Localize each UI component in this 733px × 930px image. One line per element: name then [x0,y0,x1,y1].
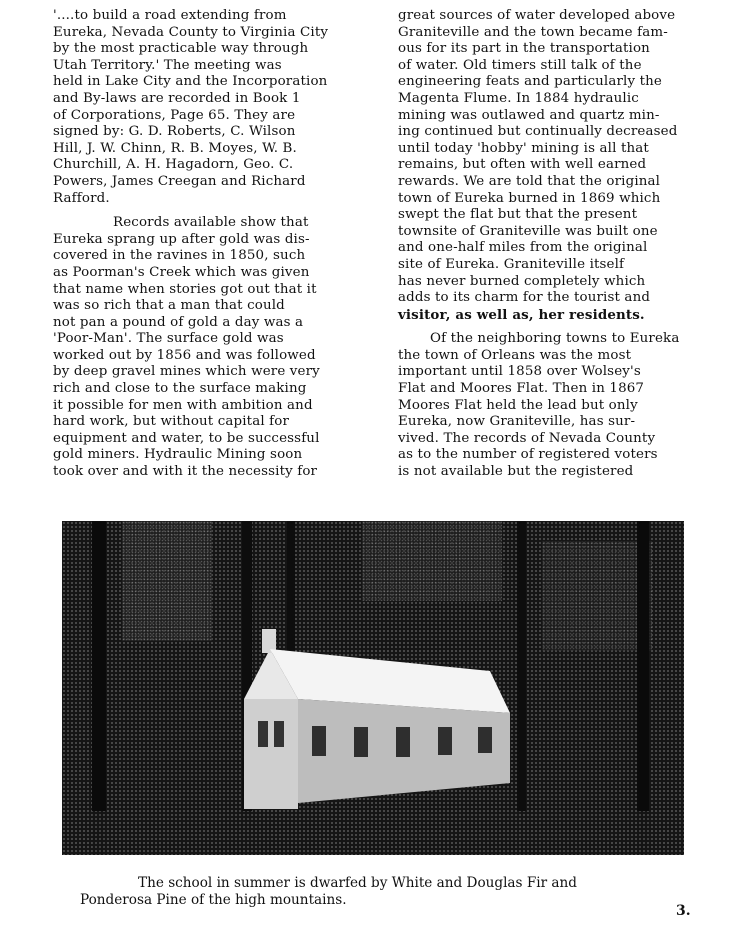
text-line: adds to its charm for the tourist and [398,290,651,306]
text-line: Hill, J. W. Chinn, R. B. Moyes, W. B. [53,140,297,156]
text-line: 'Poor-Man'. The surface gold was [53,331,284,347]
text-line: Rafford. [53,190,110,206]
paragraph-gap [398,323,698,331]
text-line: Utah Territory.' The meeting was [53,57,282,73]
text-line: townsite of Graniteville was built one [398,223,658,239]
text-line: and By-laws are recorded in Book 1 [53,90,301,106]
right-text-column [398,8,698,481]
text-line: Powers, James Creegan and Richard [53,173,306,189]
text-line: town of Eureka burned in 1869 which [398,190,661,206]
text-line: the town of Orleans was the most [398,347,632,363]
text-line: ous for its part in the transportation [398,41,650,57]
text-line: worked out by 1856 and was followed [53,347,316,363]
text-line: covered in the ravines in 1850, such [53,248,306,264]
text-line: of water. Old timers still talk of the [398,57,642,73]
text-line: by deep gravel mines which were very [53,364,320,380]
text-line: Eureka sprang up after gold was dis- [53,231,310,247]
text-line: ing continued but continually decreased [398,124,678,140]
text-line: it possible for men with ambition and [53,397,313,413]
text-line: was so rich that a man that could [53,298,285,314]
text-line: great sources of water developed above [398,8,676,23]
text-line: site of Eureka. Graniteville itself [398,256,625,272]
text-line: vived. The records of Nevada County [398,430,656,446]
text-line: rewards. We are told that the original [398,173,661,189]
text-line: important until 1858 over Wolsey's [398,364,641,380]
text-line: mining was outlawed and quartz min- [398,107,660,123]
text-line: is not available but the registered [398,464,634,480]
text-line: engineering feats and particularly the [398,74,662,90]
text-line: as to the number of registered voters [398,447,658,463]
text-line: by the most practicable way through [53,41,309,57]
text-line: gold miners. Hydraulic Mining soon [53,447,303,463]
photo-caption [80,875,680,909]
page-number: 3. [676,903,691,919]
school-photo [62,521,684,855]
text-line: as Poorman's Creek which was given [53,264,310,280]
text-line: Of the neighboring towns to Eureka [430,331,680,347]
text-line: Eureka, Nevada County to Virginia City [53,24,329,40]
text-line: not pan a pound of gold a day was a [53,314,304,330]
caption-line: The school in summer is dwarfed by White and Douglas Fir and [138,875,577,891]
text-line: visitor, as well as, her residents. [398,306,645,323]
text-line: that name when stories got out that it [53,281,317,297]
text-line: Eureka, now Graniteville, has sur- [398,414,636,430]
left-text-column [53,8,351,481]
text-line: '....to build a road extending from [53,8,287,23]
text-line: Records available show that [113,215,309,231]
text-line: hard work, but without capital for [53,414,290,430]
text-line: Magenta Flume. In 1884 hydraulic [398,90,639,106]
text-line: held in Lake City and the Incorporation [53,74,328,90]
text-line: remains, but often with well earned [398,157,647,173]
text-line: and one-half miles from the original [398,240,648,256]
caption-line: Ponderosa Pine of the high mountains. [80,892,347,908]
text-line: until today 'hobby' mining is all that [398,140,649,156]
paragraph-gap [53,207,351,215]
text-line: swept the flat but that the present [398,207,638,223]
text-line: Churchill, A. H. Hagadorn, Geo. C. [53,157,294,173]
text-line: Graniteville and the town became fam- [398,24,668,40]
text-line: has never burned completely which [398,273,646,289]
text-line: Moores Flat held the lead but only [398,397,638,413]
text-line: took over and with it the necessity for [53,464,318,480]
text-line: signed by: G. D. Roberts, C. Wilson [53,124,296,140]
text-line: equipment and water, to be successful [53,430,320,446]
text-line: rich and close to the surface making [53,381,307,397]
text-line: Flat and Moores Flat. Then in 1867 [398,381,645,397]
text-line: of Corporations, Page 65. They are [53,107,296,123]
